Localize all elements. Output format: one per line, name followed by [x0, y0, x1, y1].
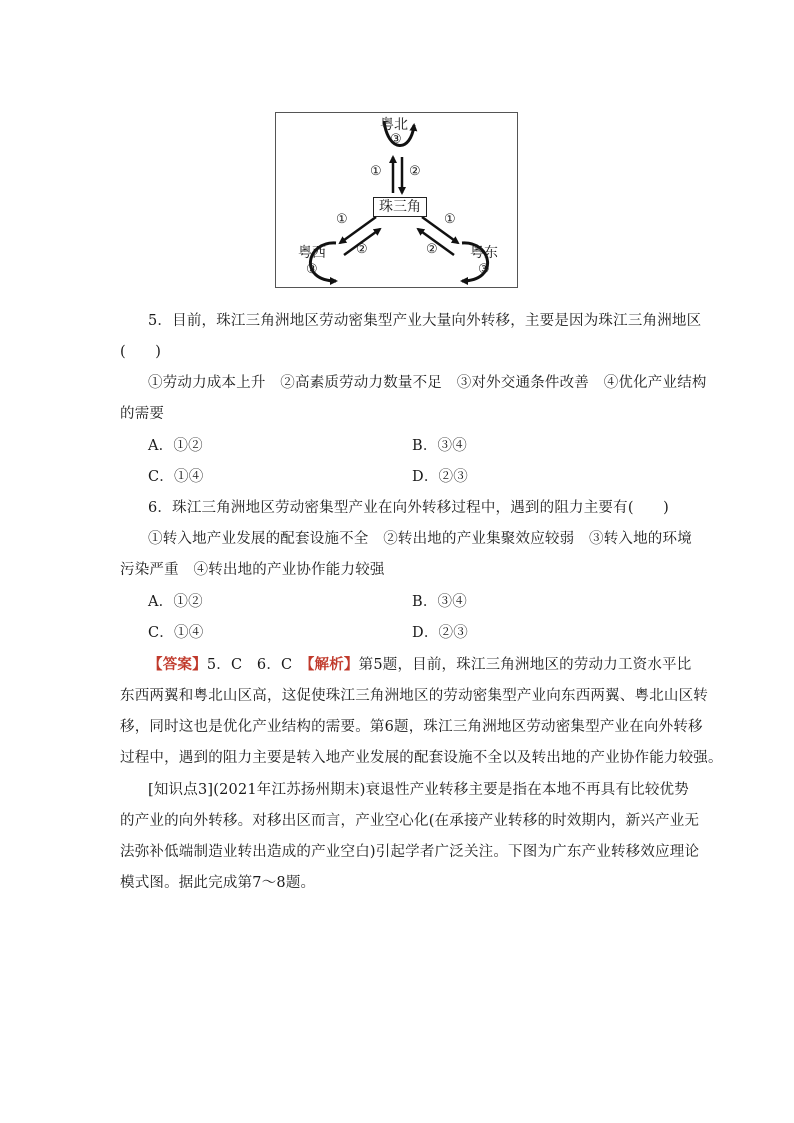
q6-options-line1: ①转入地产业发展的配套设施不全 ②转出地的产业集聚效应较弱 ③转入地的环境	[148, 531, 692, 547]
q6-stem: 6．珠江三角洲地区劳动密集型产业在向外转移过程中，遇到的阻力主要有( )	[148, 500, 669, 516]
analysis-tag: 【解析】	[307, 656, 359, 673]
west-in-marker: ②	[356, 242, 368, 257]
east-out-marker: ①	[444, 212, 456, 227]
answer-line1	[148, 655, 691, 675]
north-loop-marker: ③	[390, 132, 402, 147]
east-loop-marker: ③	[478, 262, 490, 277]
analysis-line3: 移，同时这也是优化产业结构的需要。第6题，珠江三角洲地区劳动密集型产业在向外转移	[120, 719, 703, 735]
answer-keys: 5．C 6．C	[206, 657, 308, 673]
region-west-label: 粤西	[298, 245, 326, 261]
q5-choice-b: B．③④	[412, 438, 467, 454]
answer-tag: 【答案】	[148, 656, 207, 673]
region-north-label: 粤北	[380, 117, 408, 133]
north-down-marker: ②	[409, 164, 421, 179]
q6-choice-d: D．②③	[412, 625, 468, 641]
west-loop-marker: ③	[306, 262, 318, 277]
q6-choice-a: A．①②	[148, 594, 203, 610]
east-in-marker: ②	[426, 242, 438, 257]
industry-transfer-diagram	[275, 112, 518, 288]
q5-choice-d: D．②③	[412, 469, 468, 485]
west-out-marker: ①	[336, 212, 348, 227]
q5-options-line1: ①劳动力成本上升 ②高素质劳动力数量不足 ③对外交通条件改善 ④优化产业结构	[148, 375, 707, 391]
knowledge-line4: 模式图。据此完成第7～8题。	[120, 875, 316, 891]
analysis-line4: 过程中，遇到的阻力主要是转入地产业发展的配套设施不全以及转出地的产业协作能力较强。	[120, 750, 723, 766]
north-up-marker: ①	[370, 164, 382, 179]
q6-choice-b: B．③④	[412, 594, 467, 610]
q5-stem: 5．目前，珠江三角洲地区劳动密集型产业大量向外转移，主要是因为珠江三角洲地区	[148, 313, 702, 329]
knowledge-line2: 的产业的向外转移。对移出区而言，产业空心化(在承接产业转移的时效期内，新兴产业无	[120, 813, 700, 829]
analysis-line1: 第5题，目前，珠江三角洲地区的劳动力工资水平比	[358, 657, 692, 673]
q5-options-line2: 的需要	[120, 406, 165, 422]
knowledge-line3: 法弥补低端制造业转出造成的产业空白)引起学者广泛关注。下图为广东产业转移效应理论	[120, 844, 700, 860]
center-region-box: 珠三角	[373, 197, 427, 217]
q5-choice-c: C．①④	[148, 469, 204, 485]
q5-choice-a: A．①②	[148, 438, 203, 454]
q5-paren: ( )	[120, 344, 162, 360]
q6-choice-c: C．①④	[148, 625, 204, 641]
knowledge-line1: [知识点3](2021年江苏扬州期末)衰退性产业转移主要是指在本地不再具有比较优势	[148, 782, 689, 798]
q6-options-line2: 污染严重 ④转出地的产业协作能力较强	[120, 562, 385, 578]
analysis-line2: 东西两翼和粤北山区高，这促使珠江三角洲地区的劳动密集型产业向东西两翼、粤北山区转	[120, 688, 708, 704]
region-east-label: 粤东	[470, 245, 498, 261]
